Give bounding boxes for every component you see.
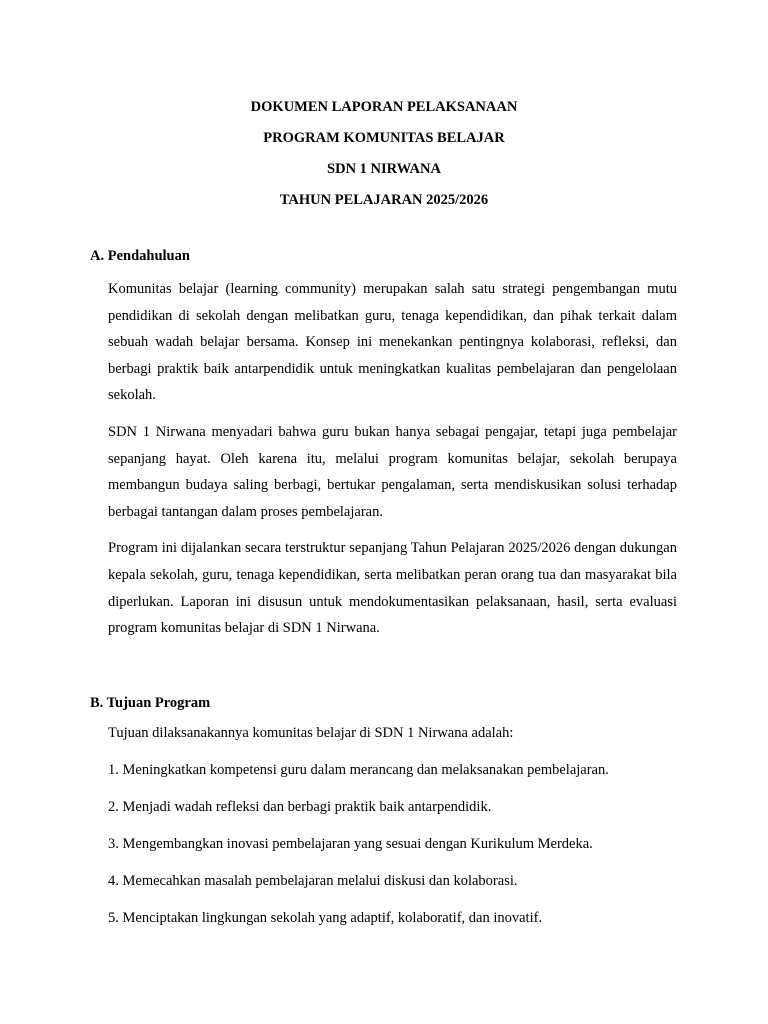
list-item: 1. Meningkatkan kompetensi guru dalam merancang dan melaksanakan pembelajaran. (108, 762, 609, 778)
section-pendahuluan (90, 246, 677, 642)
paragraph: SDN 1 Nirwana menyadari bahwa guru bukan hanya sebagai pengajar, tetapi juga pembelajar sepanjang hayat. Oleh karena itu, melalui program komunitas belajar, sekolah berupaya membangun budaya saling berbagi, bertukar pengalaman, serta mendiskusikan solusi terhadap berbagai tantangan dalam proses pembelajaran. (108, 423, 677, 520)
list-item: 4. Memecahkan masalah pembelajaran melalui diskusi dan kolaborasi. (108, 873, 518, 889)
list-item: 3. Mengembangkan inovasi pembelajaran yang sesuai dengan Kurikulum Merdeka. (108, 836, 593, 852)
list-item: 2. Menjadi wadah refleksi dan berbagi praktik baik antarpendidik. (108, 799, 492, 815)
title-line-2: PROGRAM KOMUNITAS BELAJAR (263, 130, 505, 146)
title-line-1: DOKUMEN LAPORAN PELAKSANAAN (250, 99, 518, 115)
paragraph: Program ini dijalankan secara terstruktur sepanjang Tahun Pelajaran 2025/2026 dengan dukungan kepala sekolah, guru, tenaga kependidikan, serta melibatkan peran orang tua dan masyarakat bila diperlukan. Laporan ini disusun untuk mendokumentasikan pelaksanaan, hasil, serta evaluasi program komunitas belajar di SDN 1 Nirwana. (108, 540, 677, 637)
section-heading-pendahuluan: A. Pendahuluan (90, 248, 190, 264)
section-heading-tujuan: B. Tujuan Program (90, 695, 211, 711)
document-title (0, 92, 768, 216)
list-item: 5. Menciptakan lingkungan sekolah yang adaptif, kolaboratif, dan inovatif. (108, 910, 543, 926)
section-tujuan-program (90, 693, 677, 928)
list-intro: Tujuan dilaksanakannya komunitas belajar di SDN 1 Nirwana adalah: (108, 725, 514, 741)
title-line-3: SDN 1 NIRWANA (327, 161, 441, 177)
title-line-4: TAHUN PELAJARAN 2025/2026 (279, 192, 489, 208)
paragraph: Komunitas belajar (learning community) merupakan salah satu strategi pengembangan mutu pendidikan di sekolah dengan melibatkan guru, tenaga kependidikan, dan pihak terkait dalam sebuah wadah belajar bersama. Konsep ini menekankan pentingnya kolaborasi, refleksi, dan berbagi praktik baik antarpendidik untuk meningkatkan kualitas pembelajaran dan pengelolaan sekolah. (108, 281, 677, 404)
